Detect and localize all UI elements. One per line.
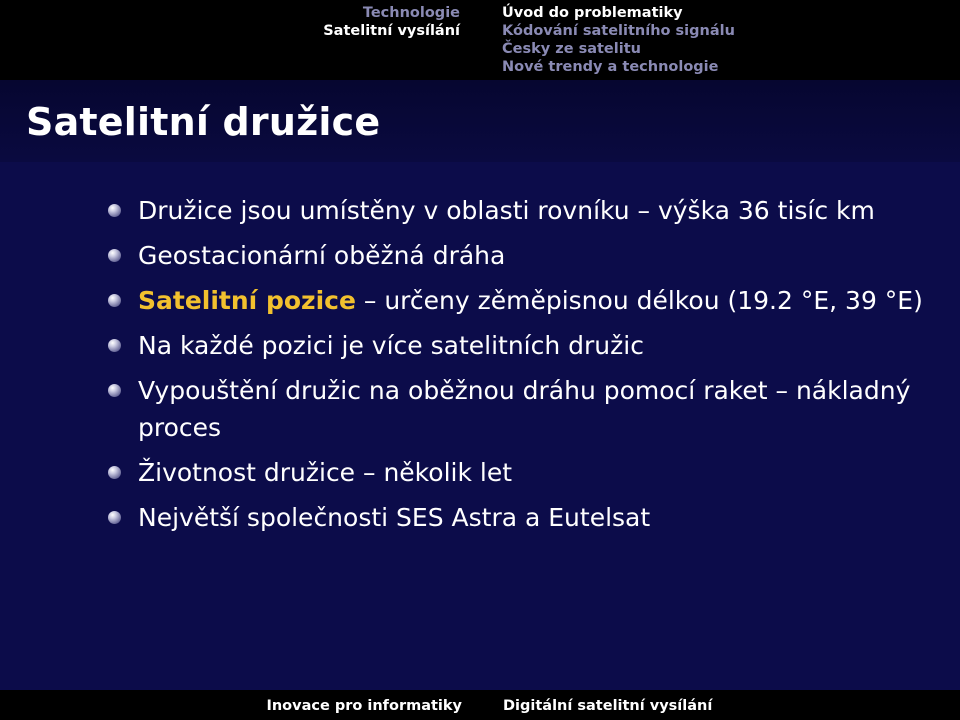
slide-content [108,192,928,544]
list-item-text: Geostacionární oběžná dráha [138,241,506,270]
list-item-text: Na každé pozici je více satelitních družic [138,331,644,360]
list-item [108,327,928,364]
nav-subsection-trendy[interactable]: Nové trendy a technologie [502,59,719,75]
list-item-text: – určeny zěměpisnou délkou (19.2 °E, 39 °E) [355,286,923,315]
bullet-icon [108,339,121,352]
bullet-icon [108,204,121,217]
bullet-icon [108,294,121,307]
footer-bar [0,690,960,720]
list-item [108,192,928,229]
nav-subsection-list [502,4,735,76]
title-bar [0,80,960,162]
bullet-icon [108,384,121,397]
nav-subsection-cesky[interactable]: Česky ze satelitu [502,41,641,57]
nav-subsection-uvod[interactable]: Úvod do problematiky [502,5,683,21]
nav-section-satelitni-vysilani[interactable]: Satelitní vysílání [323,23,460,39]
nav-section-list [0,4,460,40]
list-item-text: Vypouštění družic na oběžnou dráhu pomocí raket – nákladný proces [138,376,911,442]
nav-subsection-kodovani[interactable]: Kódování satelitního signálu [502,23,735,39]
list-item [108,454,928,491]
bullet-list [108,192,928,536]
highlight-text: Satelitní pozice [138,286,356,315]
bullet-icon [108,466,121,479]
bullet-icon [108,511,121,524]
slide-title: Satelitní družice [26,100,381,144]
list-item-text: Životnost družice – několik let [138,458,513,487]
footer-title: Digitální satelitní vysílání [503,698,713,714]
list-item [108,237,928,274]
footer-author: Inovace pro informatiky [266,698,462,714]
list-item [108,282,928,319]
list-item [108,499,928,536]
nav-section-technologie[interactable]: Technologie [362,5,460,21]
list-item-text: Družice jsou umístěny v oblasti rovníku – výška 36 tisíc km [138,196,875,225]
header-bar [0,0,960,80]
list-item [108,372,928,446]
list-item-text: Největší společnosti SES Astra a Eutelsat [138,503,651,532]
bullet-icon [108,249,121,262]
